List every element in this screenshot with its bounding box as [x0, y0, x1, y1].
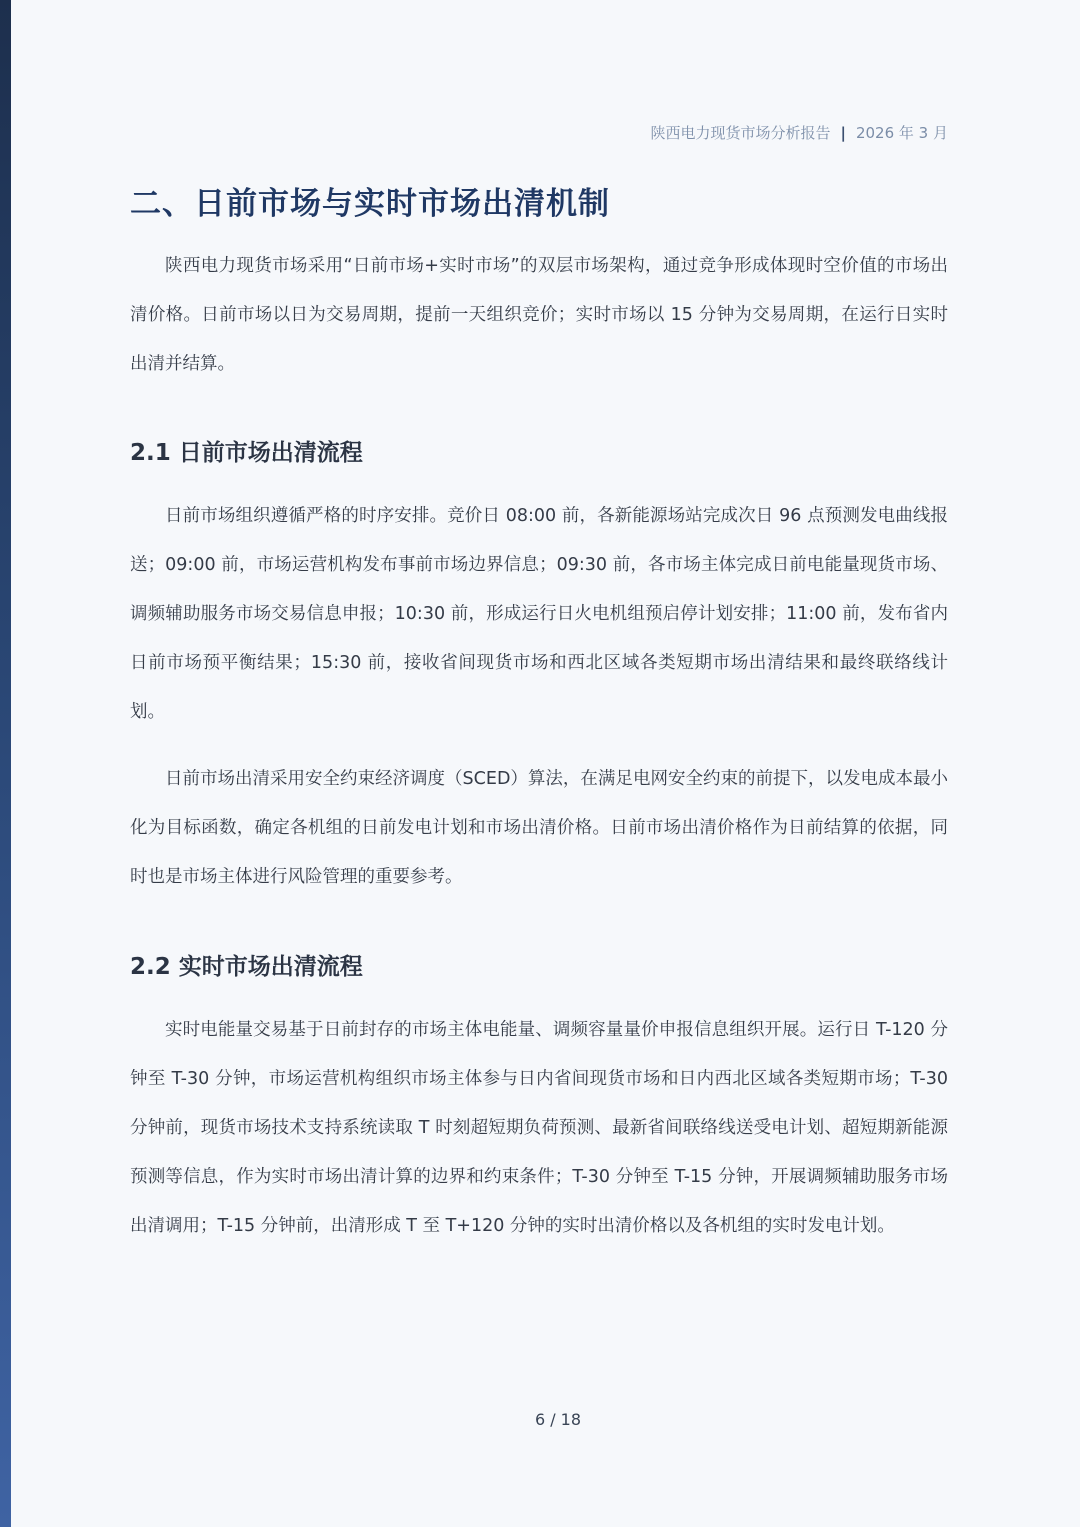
- page-number: 6 / 18: [534, 1410, 582, 1429]
- document-page: [130, 0, 948, 1527]
- subsection-2-2-paragraph-1: 实时电能量交易基于日前封存的市场主体电能量、调频容量量价申报信息组织开展。运行日 T-120 分钟至 T-30 分钟，市场运营机构组织市场主体参与日内省间现货市场和日内西北区域各类短期市场；T-30 分钟前，现货市场技术支持系统读取 T 时刻超短期负荷预测、最新省间联络线送受电计划、超短期新能源预测等信息，作为实时市场出清计算的边界和约束条件；T-30 分钟至 T-15 分钟，开展调频辅助服务市场出清调用；T-15 分钟前，出清形成 T 至 T+120 分钟的实时出清价格以及各机组的实时发电计划。: [130, 1020, 948, 1236]
- subsection-2-1-paragraph-2: 日前市场出清采用安全约束经济调度（SCED）算法，在满足电网安全约束的前提下，以发电成本最小化为目标函数，确定各机组的日前发电计划和市场出清价格。日前市场出清价格作为日前结算的依据，同时也是市场主体进行风险管理的重要参考。: [130, 769, 948, 887]
- report-date: 2026 年 3 月: [855, 124, 948, 142]
- subsection-title-2-2: 2.2 实时市场出清流程: [130, 954, 363, 980]
- section-title: 二、日前市场与实时市场出清机制: [130, 186, 610, 222]
- section-intro-paragraph: 陕西电力现货市场采用“日前市场+实时市场”的双层市场架构，通过竞争形成体现时空价值的市场出清价格。日前市场以日为交易周期，提前一天组织竞价；实时市场以 15 分钟为交易周期，在运行日实时出清并结算。: [130, 256, 948, 374]
- header-separator: |: [840, 124, 846, 142]
- subsection-title-2-1: 2.1 日前市场出清流程: [130, 440, 363, 466]
- subsection-2-1-paragraph-1: 日前市场组织遵循严格的时序安排。竞价日 08:00 前，各新能源场站完成次日 96 点预测发电曲线报送；09:00 前，市场运营机构发布事前市场边界信息；09:30 前，各市场主体完成日前电能量现货市场、调频辅助服务市场交易信息申报；10:30 前，形成运行日火电机组预启停计划安排；11:00 前，发布省内日前市场预平衡结果；15:30 前，接收省间现货市场和西北区域各类短期市场出清结果和最终联络线计划。: [130, 506, 948, 722]
- running-header: [650, 122, 948, 143]
- left-accent-bar: [0, 0, 11, 1527]
- report-title: 陕西电力现货市场分析报告: [650, 124, 831, 142]
